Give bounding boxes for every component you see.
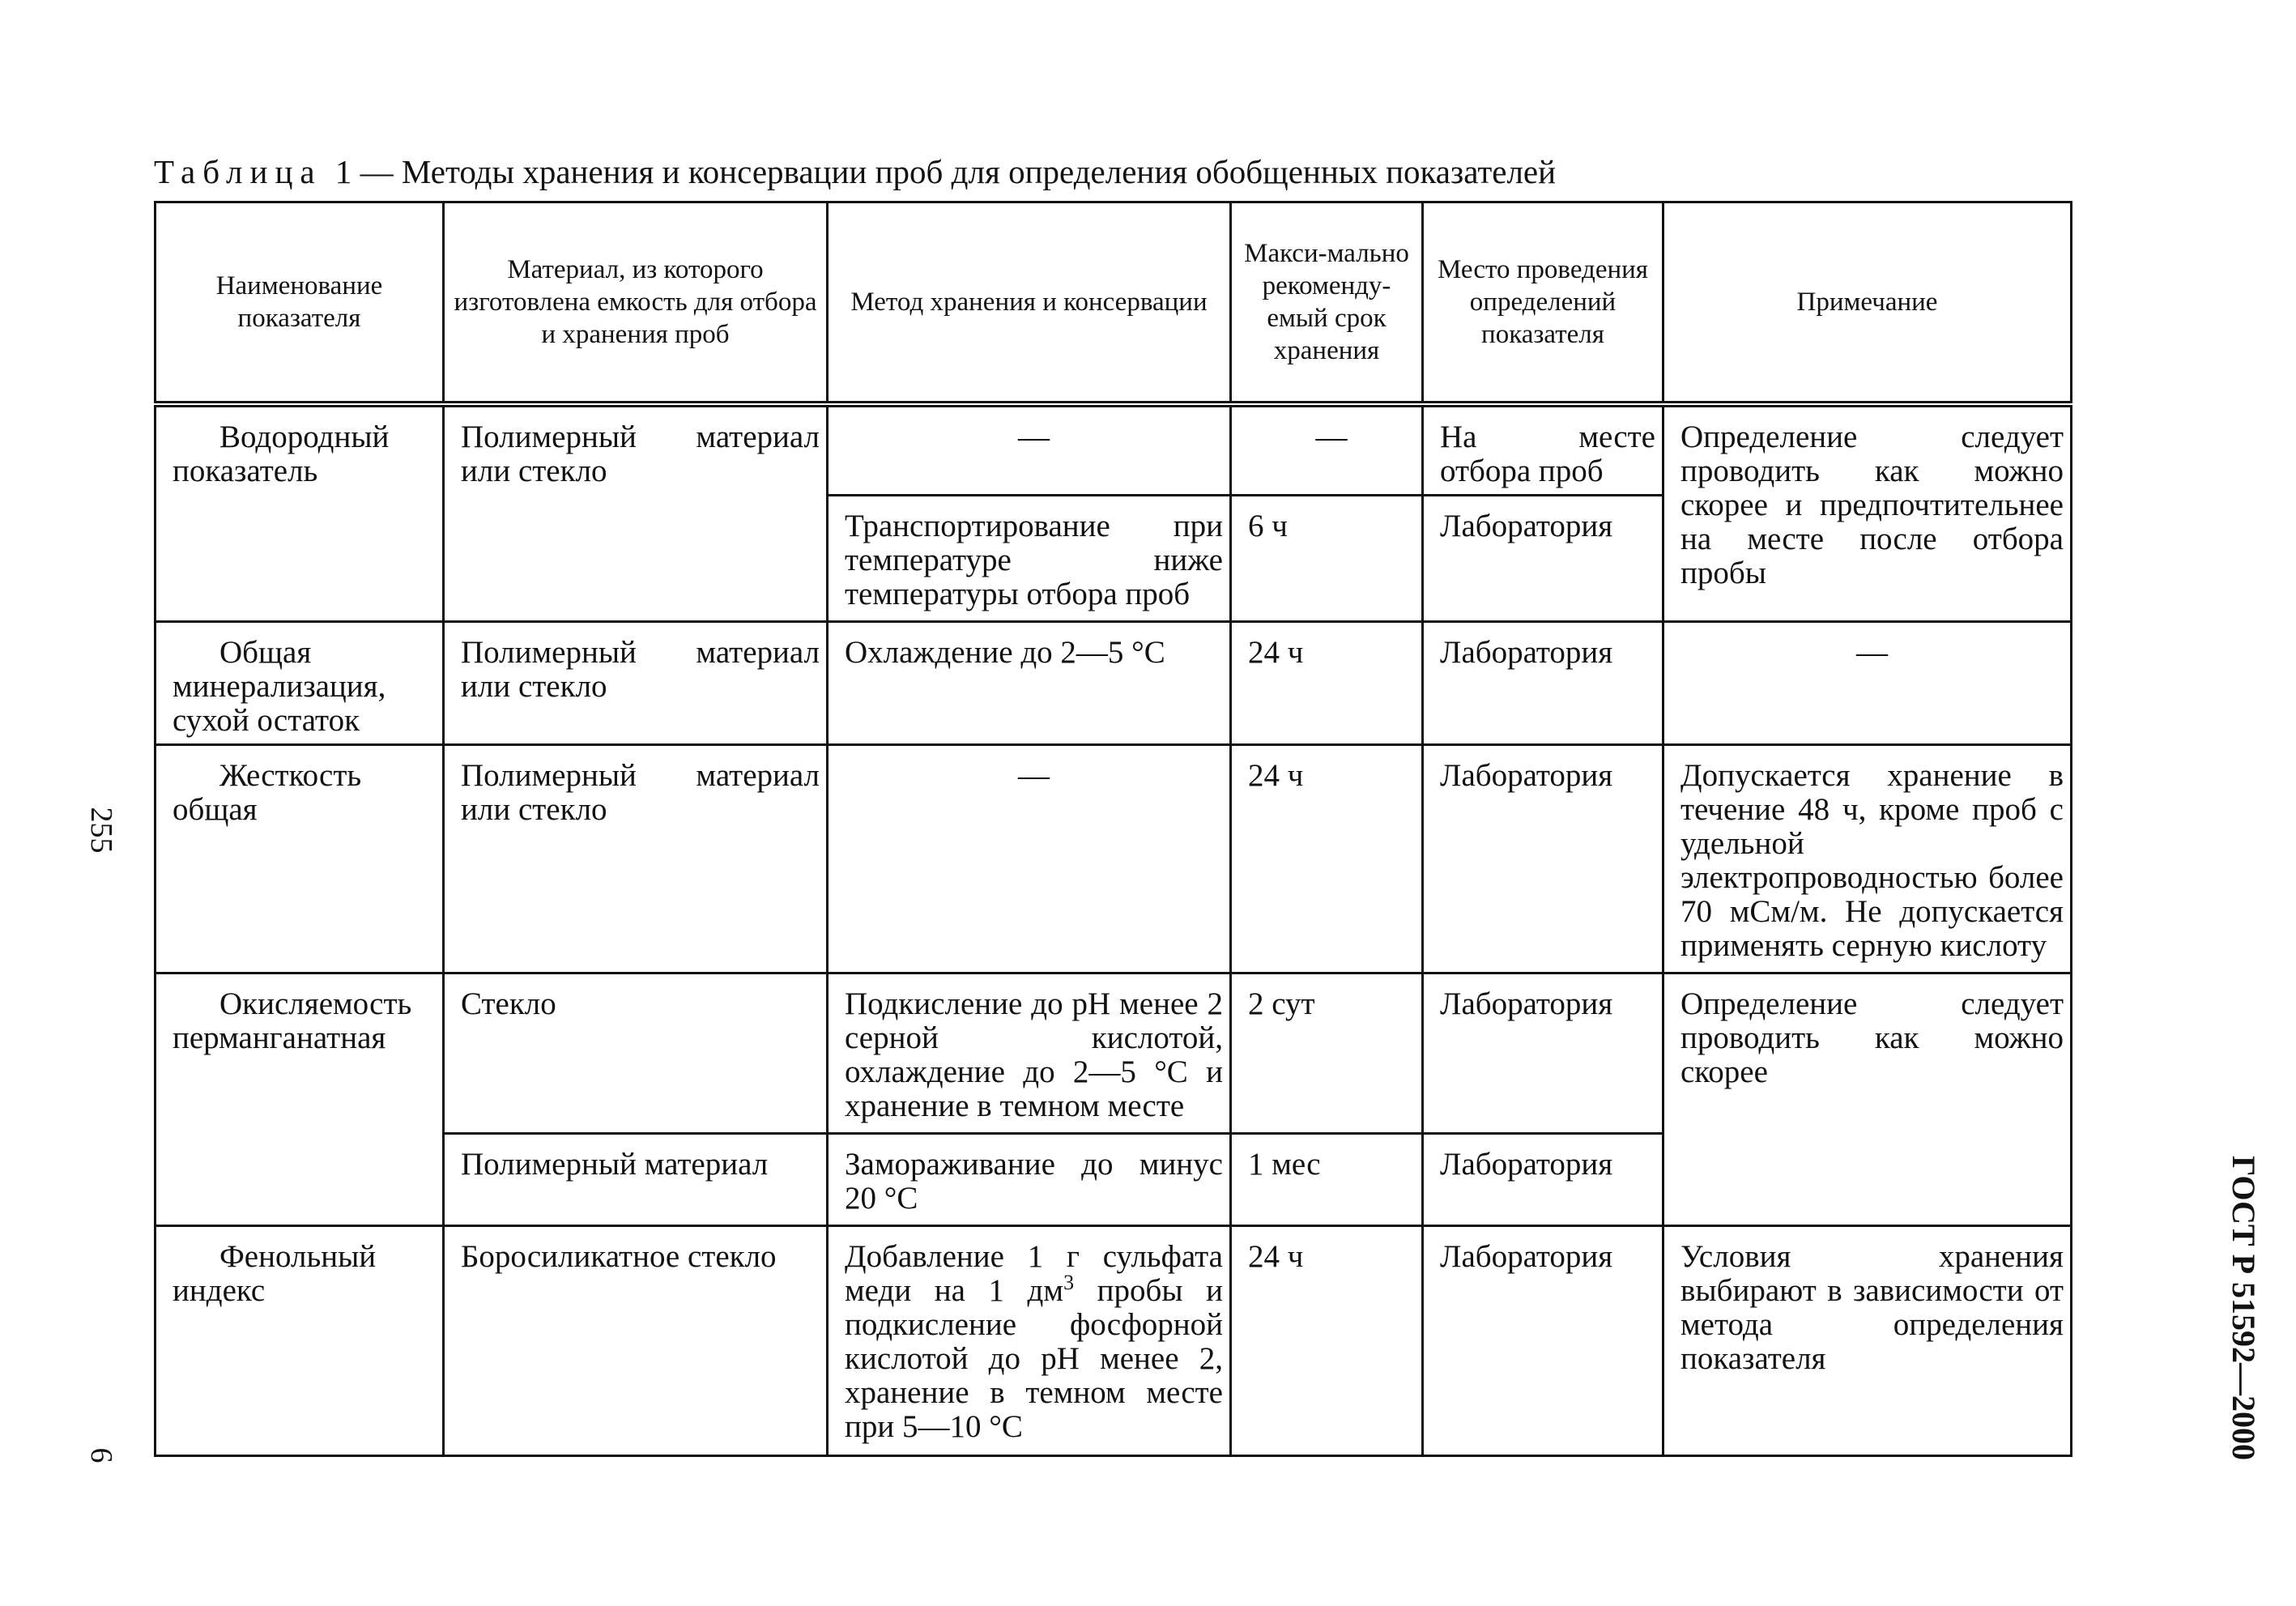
cell-note: Допускается хранение в течение 48 ч, кроме проб с удельной электропроводностью более 70 мСм/м. Не допускается применять серную кислоту (1663, 744, 2072, 973)
caption-text: 1 — Методы хранения и консервации проб для определения обобщенных показателей (334, 153, 1557, 190)
header-note: Примечание (1663, 202, 2072, 405)
header-method: Метод хранения и консервации (828, 202, 1231, 405)
cell-method: Подкисление до pH менее 2 серной кислотой, охлаждение до 2—5 °С и хранение в темном месте (828, 973, 1231, 1133)
cell-place: Лаборатория (1423, 495, 1663, 621)
table-row (155, 744, 2072, 973)
standard-designation: ГОСТ Р 51592—2000 (2226, 1155, 2262, 1461)
cell-term: 2 сут (1231, 973, 1423, 1133)
cell-note: — (1663, 621, 2072, 744)
cell-method: — (828, 744, 1231, 973)
cell-term: 24 ч (1231, 1225, 1423, 1455)
page-number-top: 255 (84, 807, 118, 854)
table-row (155, 1225, 2072, 1455)
cell-material: Полимерный материал или стекло (444, 404, 828, 621)
cell-method (828, 1225, 1231, 1455)
cell-indicator: Фенольный индекс (155, 1225, 444, 1455)
cell-note: Определение следует проводить как можно скорее и предпочтительнее на месте после отбора пробы (1663, 404, 2072, 621)
table-caption (154, 151, 2098, 193)
table-row (155, 404, 2072, 495)
cell-note: Условия хранения выбирают в зависимости от метода определения показателя (1663, 1225, 2072, 1455)
header-place: Место проведения определений показателя (1423, 202, 1663, 405)
cell-method: Охлаждение до 2—5 °С (828, 621, 1231, 744)
cell-method: Замораживание до минус 20 °С (828, 1133, 1231, 1225)
cell-indicator: Окисляемость перманганатная (155, 973, 444, 1225)
cell-material: Стекло (444, 973, 828, 1133)
cell-note: Определение следует проводить как можно скорее (1663, 973, 2072, 1225)
table-row (155, 621, 2072, 744)
cell-term: 24 ч (1231, 744, 1423, 973)
cell-method: — (828, 404, 1231, 495)
cell-place: Лаборатория (1423, 744, 1663, 973)
cell-term: 24 ч (1231, 621, 1423, 744)
cell-indicator: Водородный показатель (155, 404, 444, 621)
cell-term: — (1231, 404, 1423, 495)
caption-word: Таблица (154, 153, 322, 190)
header-row (155, 202, 2072, 405)
cell-indicator: Жесткость общая (155, 744, 444, 973)
cell-material: Полимерный материал (444, 1133, 828, 1225)
cell-material: Полимерный материал или стекло (444, 621, 828, 744)
cell-material: Полимерный материал или стекло (444, 744, 828, 973)
method-text-a: Добавление 1 г сульфата меди на 1 дм (845, 1238, 1223, 1308)
cell-term: 1 мес (1231, 1133, 1423, 1225)
storage-methods-table (154, 201, 2072, 1457)
cell-place: Лаборатория (1423, 1225, 1663, 1455)
header-indicator: Наименование показателя (155, 202, 444, 405)
cell-place: Лаборатория (1423, 1133, 1663, 1225)
method-text-b: пробы и подкисление фосфорной кислотой до pH менее 2, хранение в темном месте при 5—10 °С (845, 1272, 1223, 1444)
cell-place: Лаборатория (1423, 621, 1663, 744)
header-material: Материал, из которого изготовлена емкость для отбора и хранения проб (444, 202, 828, 405)
method-superscript: 3 (1063, 1270, 1075, 1294)
cell-method: Транспортирование при температуре ниже температуры отбора проб (828, 495, 1231, 621)
cell-place: На месте отбора проб (1423, 404, 1663, 495)
table-row (155, 973, 2072, 1133)
cell-place: Лаборатория (1423, 973, 1663, 1133)
cell-indicator: Общая минерализация, сухой остаток (155, 621, 444, 744)
cell-material: Боросиликатное стекло (444, 1225, 828, 1455)
header-term: Макси-мально рекоменду-емый срок хранения (1231, 202, 1423, 405)
page-number-bottom: 6 (84, 1447, 118, 1463)
cell-term: 6 ч (1231, 495, 1423, 621)
